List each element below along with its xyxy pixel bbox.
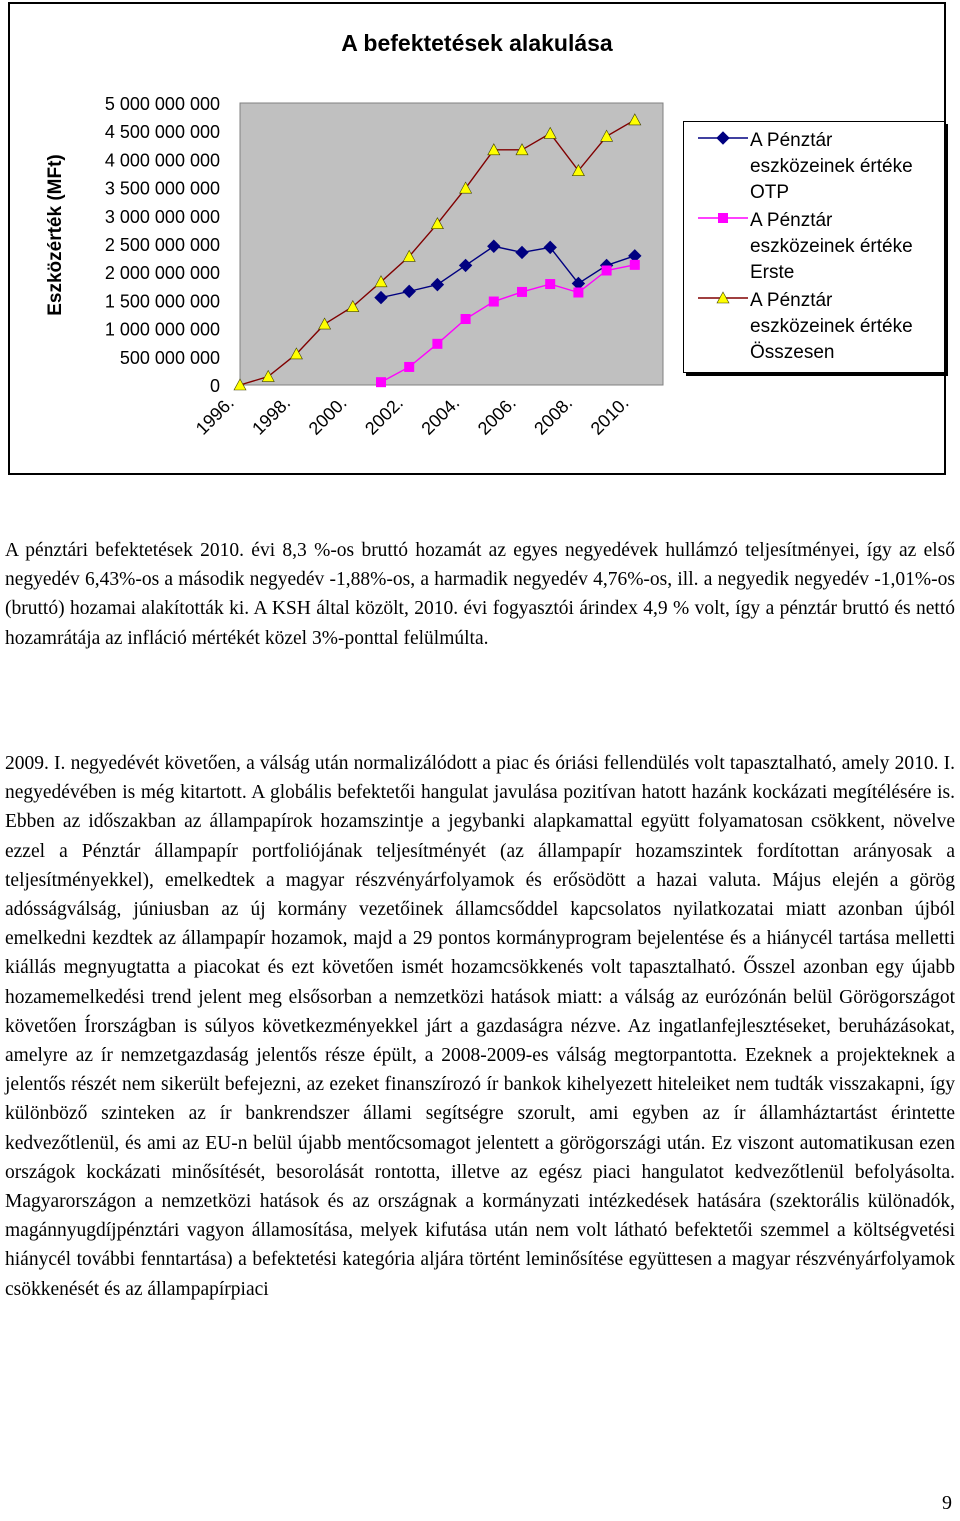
y-tick-label: 1 000 000 000 — [104, 319, 220, 340]
x-tick-label: 1998. — [248, 392, 295, 439]
x-tick-label: 2008. — [530, 392, 577, 439]
data-point — [518, 287, 527, 296]
legend-label: A Pénztár eszközeinek értéke Összesen — [750, 290, 913, 363]
y-tick-label: 4 500 000 000 — [104, 122, 220, 143]
legend-label: A Pénztár eszközeinek értéke Erste — [750, 210, 913, 283]
data-point — [602, 266, 611, 275]
legend-marker — [719, 214, 728, 223]
legend-label: A Pénztár eszközeinek értéke OTP — [750, 130, 913, 203]
chart-frame — [8, 2, 946, 475]
data-point — [377, 378, 386, 387]
y-axis-label: Eszközérték (MFt) — [45, 154, 66, 316]
y-tick-label: 3 500 000 000 — [104, 178, 220, 199]
data-point — [461, 315, 470, 324]
data-point — [546, 280, 555, 289]
x-tick-label: 1996. — [191, 392, 238, 439]
page-number: 9 — [942, 1492, 952, 1514]
legend-symbol — [698, 288, 748, 308]
y-tick-label: 4 000 000 000 — [104, 150, 220, 171]
paragraph-investments-2010: A pénztári befektetések 2010. évi 8,3 %-os bruttó hozamát az egyes negyedévek hullámzó teljesítményei, így az első negyedév 6,43%-os a második negyedév -1,88%-os, a harmadik negyedév 4,76%-os, ill. a negyedik negyedév -1,01%-os (bruttó) hozamai alakították ki. A KSH által közölt, 2010. évi fogyasztói árindex 4,9 % volt, így a pénztár bruttó és nettó hozamrátája az infláció mértékét közel 3%-ponttal felülmúlta. — [5, 540, 955, 649]
y-tick-label: 2 500 000 000 — [104, 235, 220, 255]
legend-marker — [717, 132, 729, 144]
y-tick-label: 3 000 000 000 — [104, 206, 220, 227]
data-point — [489, 297, 498, 306]
chart-legend — [683, 121, 945, 373]
x-tick-label: 2000. — [304, 392, 351, 439]
data-point — [574, 288, 583, 297]
x-tick-label: 2010. — [586, 392, 633, 439]
y-tick-label: 0 — [209, 376, 220, 396]
data-point — [433, 339, 442, 348]
y-tick-label: 2 000 000 000 — [104, 263, 220, 284]
data-point — [630, 260, 639, 269]
x-tick-label: 2006. — [473, 392, 520, 439]
legend-item — [684, 202, 944, 282]
legend-symbol — [698, 208, 748, 228]
x-tick-label: 2002. — [361, 392, 408, 439]
data-point — [405, 362, 414, 371]
legend-symbol — [698, 128, 748, 148]
y-tick-label: 500 000 000 — [119, 347, 220, 368]
y-tick-label: 1 500 000 000 — [104, 291, 220, 312]
x-tick-label: 2004. — [417, 392, 464, 439]
y-tick-label: 5 000 000 000 — [104, 94, 220, 114]
chart-title: A befektetések alakulása — [341, 30, 613, 56]
legend-item — [684, 122, 944, 202]
paragraph-market-overview: 2009. I. negyedévét követően, a válság után normalizálódott a piac és óriási fellendülés volt tapasztalható, amely 2010. I. negyedévében is még kitartott. A globális befektetői hangulat javulása pozitívan hatott hazánk kockázati megítélésére is. Ebben az időszakban az állampapírok hozamszintje a jegybanki alapkamattal együtt folyamatosan csökkent, növelve ezzel a Pénztár állampapír portfoliójának teljesítményét (az állampapír hozamszintek fordítottan arányosak a teljesítményekkel), emelkedtek a magyar részvényárfolyamok és erősödött a hazai valuta. Május elején a görög adósságválság, júniusban az új kormány vezetőinek államcsőddel kapcsolatos nyilatkozatai miatt azonban újból emelkedni kezdtek az állampapír hozamok, majd a 29 pontos kormányprogram bejelentése és a hiánycél tartása melletti kiállás megnyugtatta a piacokat és ezt követően ismét hozamcsökkenés volt tapasztalható. Ősszel azonban egy újabb hozamemelkedési trend jelent meg elsősorban a nemzetközi hatások miatt: a válság az eurózónán belül Görögországot követően Írországban is súlyos következményekkel járt a gazdaságra nézve. Az ingatlanfejlesztéseket, beruházásokat, amelyre az ír nemzetgazdaság jelentős része épült, a 2008-2009-es válság megtorpantotta. Ezeknek a projekteknek a jelentős részét nem sikerült befejezni, az ezeket finanszírozó ír bankok kihelyezett hiteleiket nem tudták visszakapni, így különböző szinteken az ír bankrendszer állami segítségre szorult, ami egyben az ír államháztartást érintette kedvezőtlenül, és ami az EU-n belül újabb mentőcsomagot jelentett a görögországi után. Ez viszont automatikusan ezen országok kockázati minősítését, besorolását rontotta, illetve az egész piaci hangulatot kedvezőtlenül befolyásolta. Magyarországon a nemzetközi hatások és az országnak a kormányzati intézkedések hatására (szektorális különadók, magánnyugdíjpénztári vagyon államosítása, melyek kifutása után nem volt látható befektetői szemmel a költségvetési hiánycél további fenntartása) a befektetési kategória aljára történt leminősítése együttesen a magyar részvényárfolyamok csökkenését és az állampapírpiaci — [5, 753, 955, 1300]
legend-item — [684, 282, 944, 362]
